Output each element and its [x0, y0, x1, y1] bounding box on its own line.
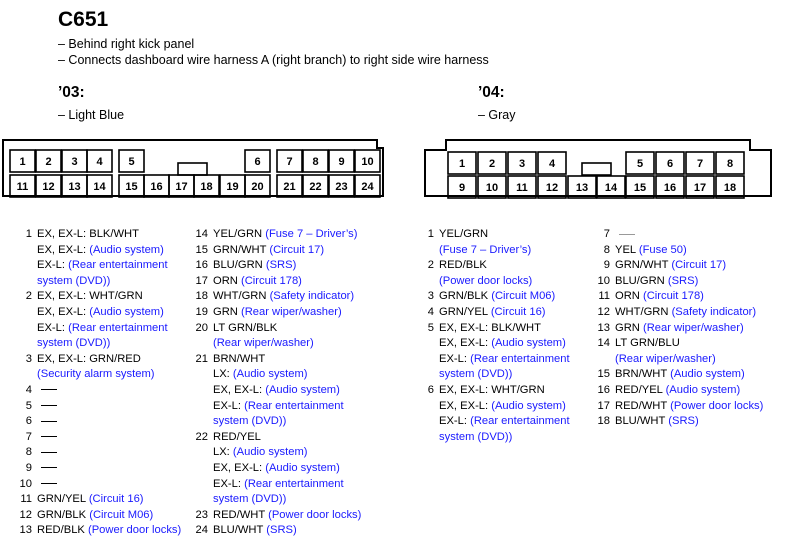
unused-pin-dash [41, 467, 57, 468]
wire-description: RED/YEL [615, 383, 666, 396]
year-03-color: – Light Blue [58, 108, 125, 122]
pinout-list-04-right [596, 227, 763, 430]
wire-description: LT GRN/BLK [213, 321, 278, 334]
circuit-reference: (SRS) [266, 524, 297, 537]
circuit-reference: (Circuit 17) [269, 243, 325, 256]
pin-number: 7 [25, 430, 32, 443]
circuit-reference: (SRS) [265, 259, 297, 272]
circuit-reference: (Audio system) [89, 243, 164, 256]
wire-description: BLU/WHT [615, 415, 669, 428]
unused-pin-dash [619, 234, 635, 235]
circuit-reference: (Audio system) [89, 305, 164, 318]
pin-entry [194, 461, 361, 477]
pin-entry [420, 399, 570, 415]
wire-description: EX-L: [37, 259, 69, 272]
wire-description: EX, EX-L: [213, 461, 266, 474]
circuit-reference: (Fuse 7 – Driver’s) [439, 243, 532, 256]
pin-03-1-label: 1 [19, 156, 26, 168]
wire-description: EX, EX-L: WHT/GRN [37, 290, 143, 303]
wire-description: RED/WHT [615, 399, 671, 412]
wire-description: EX-L: [439, 352, 471, 365]
pin-entry [420, 383, 570, 399]
pin-03-8-label: 8 [312, 156, 319, 168]
unused-pin-dash [41, 483, 57, 484]
wire-description: EX, EX-L: [37, 305, 90, 318]
pin-number: 18 [597, 415, 610, 428]
pin-number: 20 [195, 321, 208, 334]
pin-04-3-label: 3 [518, 158, 526, 170]
pin-03-18-label: 18 [200, 181, 213, 193]
pinout-list-04-left [420, 227, 570, 445]
circuit-reference: (Fuse 7 – Driver’s) [265, 228, 358, 240]
circuit-reference: (Circuit 16) [88, 493, 144, 506]
pin-entry [194, 508, 361, 524]
connector-04-diagram [0, 0, 787, 210]
circuit-reference: (Rear wiper/washer) [240, 305, 342, 318]
circuit-reference: (Audio system) [265, 461, 340, 474]
pin-number: 4 [25, 383, 32, 396]
circuit-reference: (SRS) [667, 274, 699, 287]
pin-04-18-label: 18 [723, 182, 737, 194]
wire-description: GRN/WHT [615, 259, 672, 272]
pin-entry [596, 321, 763, 337]
pin-entry [420, 352, 570, 368]
pin-entry [194, 430, 361, 446]
pin-entry [194, 305, 361, 321]
pin-entry [18, 414, 181, 430]
pin-number: 7 [603, 228, 610, 240]
pin-number: 3 [25, 352, 32, 365]
circuit-reference: (Power door locks) [439, 274, 533, 287]
year-04-label: ’04: [478, 84, 505, 101]
circuit-reference: (Circuit M06) [491, 290, 556, 303]
pin-entry [18, 336, 181, 352]
wire-description: GRN [615, 321, 643, 334]
pin-number: 8 [25, 446, 32, 459]
pin-number: 10 [597, 274, 610, 287]
circuit-reference: (Rear wiper/washer) [213, 337, 314, 350]
pin-entry [194, 243, 361, 259]
wire-description: RED/YEL [213, 430, 261, 443]
pin-04-10-label: 10 [485, 182, 499, 194]
pin-number: 14 [597, 337, 610, 350]
pin-entry [596, 336, 763, 352]
pin-entry [596, 274, 763, 290]
pin-entry [420, 305, 570, 321]
pin-entry [18, 399, 181, 415]
pin-number: 13 [597, 321, 610, 334]
wire-description: YEL [615, 243, 639, 256]
pin-03-22-label: 22 [309, 181, 322, 193]
pin-entry [18, 461, 181, 477]
pin-04-2-label: 2 [488, 158, 496, 170]
pin-number: 6 [427, 383, 434, 396]
pin-entry [420, 336, 570, 352]
circuit-reference: (Rear entertainment [68, 259, 168, 272]
pin-number: 14 [195, 228, 208, 240]
pin-04-1-label: 1 [458, 158, 466, 170]
wire-description: EX-L: [37, 321, 69, 334]
wire-description: LT GRN/BLU [615, 337, 680, 350]
unused-pin-dash [41, 389, 57, 390]
wire-description: YEL/GRN [213, 228, 266, 240]
note-location: – Behind right kick panel [58, 37, 195, 51]
pin-entry [194, 399, 361, 415]
pin-03-14-label: 14 [93, 181, 106, 193]
pin-number: 11 [20, 493, 32, 506]
pin-entry [194, 492, 361, 508]
circuit-reference: system (DVD)) [213, 493, 287, 506]
pin-number: 9 [25, 461, 32, 474]
circuit-reference: (Circuit 178) [240, 274, 302, 287]
pin-entry [596, 227, 763, 243]
circuit-reference: (Fuse 50) [638, 243, 687, 256]
pin-04-6-label: 6 [666, 158, 674, 170]
pin-03-16-label: 16 [150, 181, 163, 193]
pin-03-21-label: 21 [283, 181, 296, 193]
pin-entry [18, 321, 181, 337]
pin-entry [194, 523, 361, 539]
wire-description: EX, EX-L: BLK/WHT [37, 228, 139, 240]
circuit-reference: (Safety indicator) [269, 290, 355, 303]
pin-entry [596, 414, 763, 430]
circuit-reference: (Rear entertainment [68, 321, 168, 334]
wire-description: EX, EX-L: [37, 243, 90, 256]
pin-entry [596, 399, 763, 415]
pin-03-9-label: 9 [338, 156, 345, 168]
pin-entry [420, 243, 570, 259]
connector-04-latch [582, 163, 611, 175]
pin-entry [194, 445, 361, 461]
pin-number: 17 [597, 399, 610, 412]
pin-entry [596, 258, 763, 274]
circuit-reference: system (DVD)) [439, 430, 513, 443]
circuit-reference: system (DVD)) [213, 415, 287, 428]
pin-number: 23 [195, 508, 208, 521]
pin-entry [18, 492, 181, 508]
wire-description: BRN/WHT [213, 352, 266, 365]
pin-entry [420, 227, 570, 243]
pin-number: 2 [25, 290, 32, 303]
wire-description: LX: [213, 446, 233, 459]
pin-entry [420, 367, 570, 383]
pin-entry [18, 289, 181, 305]
pin-number: 17 [195, 274, 208, 287]
pin-number: 21 [195, 352, 208, 365]
wire-description: GRN [213, 305, 241, 318]
circuit-reference: (SRS) [668, 415, 699, 428]
pin-entry [194, 383, 361, 399]
pin-number: 24 [195, 524, 208, 537]
circuit-reference: (Power door locks) [670, 399, 764, 412]
page-title: C651 [58, 8, 109, 31]
wire-description: LX: [213, 368, 233, 381]
circuit-reference: (Circuit M06) [89, 508, 154, 521]
note-connects: – Connects dashboard wire harness A (right branch) to right side wire harness [58, 53, 489, 67]
wire-description: RED/BLK [37, 524, 88, 537]
wire-description: WHT/GRN [213, 290, 270, 303]
wire-description: EX, EX-L: BLK/WHT [439, 321, 541, 334]
pin-03-6-label: 6 [254, 156, 261, 168]
pin-03-11-label: 11 [16, 181, 29, 193]
pin-entry [596, 383, 763, 399]
pin-number: 13 [19, 524, 32, 537]
pin-entry [420, 414, 570, 430]
circuit-reference: (Audio system) [232, 368, 308, 381]
pin-entry [420, 321, 570, 337]
pin-entry [18, 508, 181, 524]
pin-entry [596, 305, 763, 321]
pin-03-15-label: 15 [125, 181, 138, 193]
pin-entry [596, 352, 763, 368]
pin-entry [596, 289, 763, 305]
year-04-color: – Gray [478, 108, 516, 122]
pin-entry [194, 352, 361, 368]
wire-description: WHT/GRN [615, 305, 672, 318]
circuit-reference: (Rear wiper/washer) [615, 352, 716, 365]
pin-03-12-label: 12 [42, 181, 55, 193]
pin-entry [18, 274, 181, 290]
pin-entry [194, 227, 361, 243]
pin-03-4-label: 4 [96, 156, 103, 168]
pinout-list-03-left [18, 227, 181, 539]
pin-entry [420, 258, 570, 274]
circuit-reference: (Power door locks) [268, 508, 362, 521]
unused-pin-dash [41, 421, 57, 422]
wire-description: RED/WHT [213, 508, 269, 521]
pin-03-19-label: 19 [226, 181, 239, 193]
pin-entry [596, 367, 763, 383]
circuit-reference: (Audio system) [265, 383, 340, 396]
pin-03-13-label: 13 [68, 181, 81, 193]
pin-03-23-label: 23 [335, 181, 348, 193]
pin-entry [420, 274, 570, 290]
wire-description: BLU/WHT [213, 524, 267, 537]
pin-entry [18, 243, 181, 259]
pin-entry [18, 352, 181, 368]
pin-entry [194, 367, 361, 383]
circuit-reference: (Circuit 16) [490, 305, 546, 318]
pin-entry [194, 477, 361, 493]
pin-entry [194, 289, 361, 305]
pin-04-13-label: 13 [575, 182, 589, 194]
pin-04-12-label: 12 [545, 182, 559, 194]
wire-description: EX-L: [213, 399, 245, 412]
pin-04-8-label: 8 [726, 158, 734, 170]
pin-04-11-label: 11 [516, 182, 528, 194]
pin-04-9-label: 9 [458, 182, 466, 194]
wire-description: GRN/BLK [37, 508, 90, 521]
wire-description: RED/BLK [439, 259, 487, 272]
pin-04-14-label: 14 [604, 182, 618, 194]
circuit-reference: (Safety indicator) [671, 305, 757, 318]
circuit-reference: (Audio system) [665, 383, 741, 396]
pinout-list-03-right [194, 227, 361, 539]
pin-entry [18, 305, 181, 321]
wire-description: ORN [213, 274, 241, 287]
wire-description: GRN/YEL [439, 305, 491, 318]
circuit-reference: (Audio system) [491, 337, 566, 350]
pin-entry [18, 523, 181, 539]
pin-number: 15 [597, 368, 610, 381]
pin-03-2-label: 2 [45, 156, 52, 168]
circuit-reference: system (DVD)) [37, 274, 111, 287]
pin-number: 22 [195, 430, 208, 443]
pin-04-16-label: 16 [663, 182, 677, 194]
pin-number: 2 [427, 259, 434, 272]
circuit-reference: (Security alarm system) [37, 368, 155, 381]
pin-entry [18, 383, 181, 399]
connector-04-shell [425, 140, 771, 196]
pin-entry [18, 227, 181, 243]
pin-number: 12 [597, 305, 610, 318]
circuit-reference: (Rear wiper/washer) [642, 321, 744, 334]
pin-03-3-label: 3 [71, 156, 78, 168]
wire-description: EX-L: [213, 477, 245, 490]
pin-number: 16 [195, 259, 208, 272]
wire-description: EX, EX-L: [213, 383, 266, 396]
pin-03-5-label: 5 [128, 156, 135, 168]
pin-number: 15 [195, 243, 208, 256]
pin-number: 1 [427, 228, 434, 240]
circuit-reference: (Audio system) [491, 399, 566, 412]
pin-entry [194, 321, 361, 337]
wire-description: GRN/BLK [439, 290, 492, 303]
pin-number: 19 [195, 305, 208, 318]
pin-number: 1 [25, 228, 32, 240]
pin-04-4-label: 4 [548, 158, 556, 170]
wire-description: BLU/GRN [213, 259, 266, 272]
pin-entry [194, 258, 361, 274]
pin-entry [18, 258, 181, 274]
circuit-reference: (Circuit 178) [642, 290, 704, 303]
pin-03-20-label: 20 [251, 181, 264, 193]
circuit-reference: (Rear entertainment [244, 477, 344, 490]
circuit-reference: (Power door locks) [87, 524, 182, 537]
wire-description: BLU/GRN [615, 274, 668, 287]
wire-description: GRN/WHT [213, 243, 270, 256]
pin-number: 6 [25, 415, 32, 428]
circuit-reference: (Audio system) [232, 446, 308, 459]
pin-number: 12 [19, 508, 32, 521]
unused-pin-dash [41, 452, 57, 453]
pin-03-24-label: 24 [361, 181, 374, 193]
circuit-reference: (Rear entertainment [470, 415, 570, 428]
pin-03-7-label: 7 [286, 156, 293, 168]
wire-description: GRN/YEL [37, 493, 89, 506]
pin-entry [420, 430, 570, 446]
wire-description: EX, EX-L: WHT/GRN [439, 383, 545, 396]
pin-entry [194, 336, 361, 352]
pin-number: 9 [603, 259, 610, 272]
circuit-reference: system (DVD)) [439, 368, 513, 381]
pin-04-17-label: 17 [693, 182, 707, 194]
wire-description: YEL/GRN [439, 228, 489, 240]
pin-number: 5 [427, 321, 434, 334]
pin-number: 11 [598, 290, 610, 303]
pin-number: 8 [603, 243, 610, 256]
pin-entry [194, 274, 361, 290]
pin-entry [596, 243, 763, 259]
wire-description: EX-L: [439, 415, 471, 428]
pin-number: 18 [195, 290, 208, 303]
pin-number: 3 [427, 290, 434, 303]
pin-04-7-label: 7 [696, 158, 704, 170]
pin-number: 10 [19, 477, 32, 490]
pin-number: 5 [25, 399, 32, 412]
pin-entry [18, 445, 181, 461]
pin-entry [18, 430, 181, 446]
pin-entry [420, 289, 570, 305]
circuit-reference: (Audio system) [670, 368, 745, 381]
circuit-reference: (Circuit 17) [671, 259, 727, 272]
year-03-label: ’03: [58, 84, 85, 101]
pin-entry [18, 367, 181, 383]
unused-pin-dash [41, 436, 57, 437]
pin-entry [18, 477, 181, 493]
wire-description: EX, EX-L: [439, 399, 492, 412]
pin-04-5-label: 5 [636, 158, 644, 170]
circuit-reference: system (DVD)) [37, 337, 111, 350]
pin-number: 16 [597, 383, 610, 396]
wire-description: EX, EX-L: [439, 337, 492, 350]
pin-04-15-label: 15 [633, 182, 647, 194]
unused-pin-dash [41, 405, 57, 406]
pin-03-10-label: 10 [361, 156, 374, 168]
circuit-reference: (Rear entertainment [470, 352, 570, 365]
pin-number: 4 [427, 305, 434, 318]
pin-entry [194, 414, 361, 430]
circuit-reference: (Rear entertainment [244, 399, 344, 412]
wire-description: BRN/WHT [615, 368, 671, 381]
wire-description: EX, EX-L: GRN/RED [37, 352, 141, 365]
pin-03-17-label: 17 [175, 181, 188, 193]
wire-description: ORN [615, 290, 643, 303]
